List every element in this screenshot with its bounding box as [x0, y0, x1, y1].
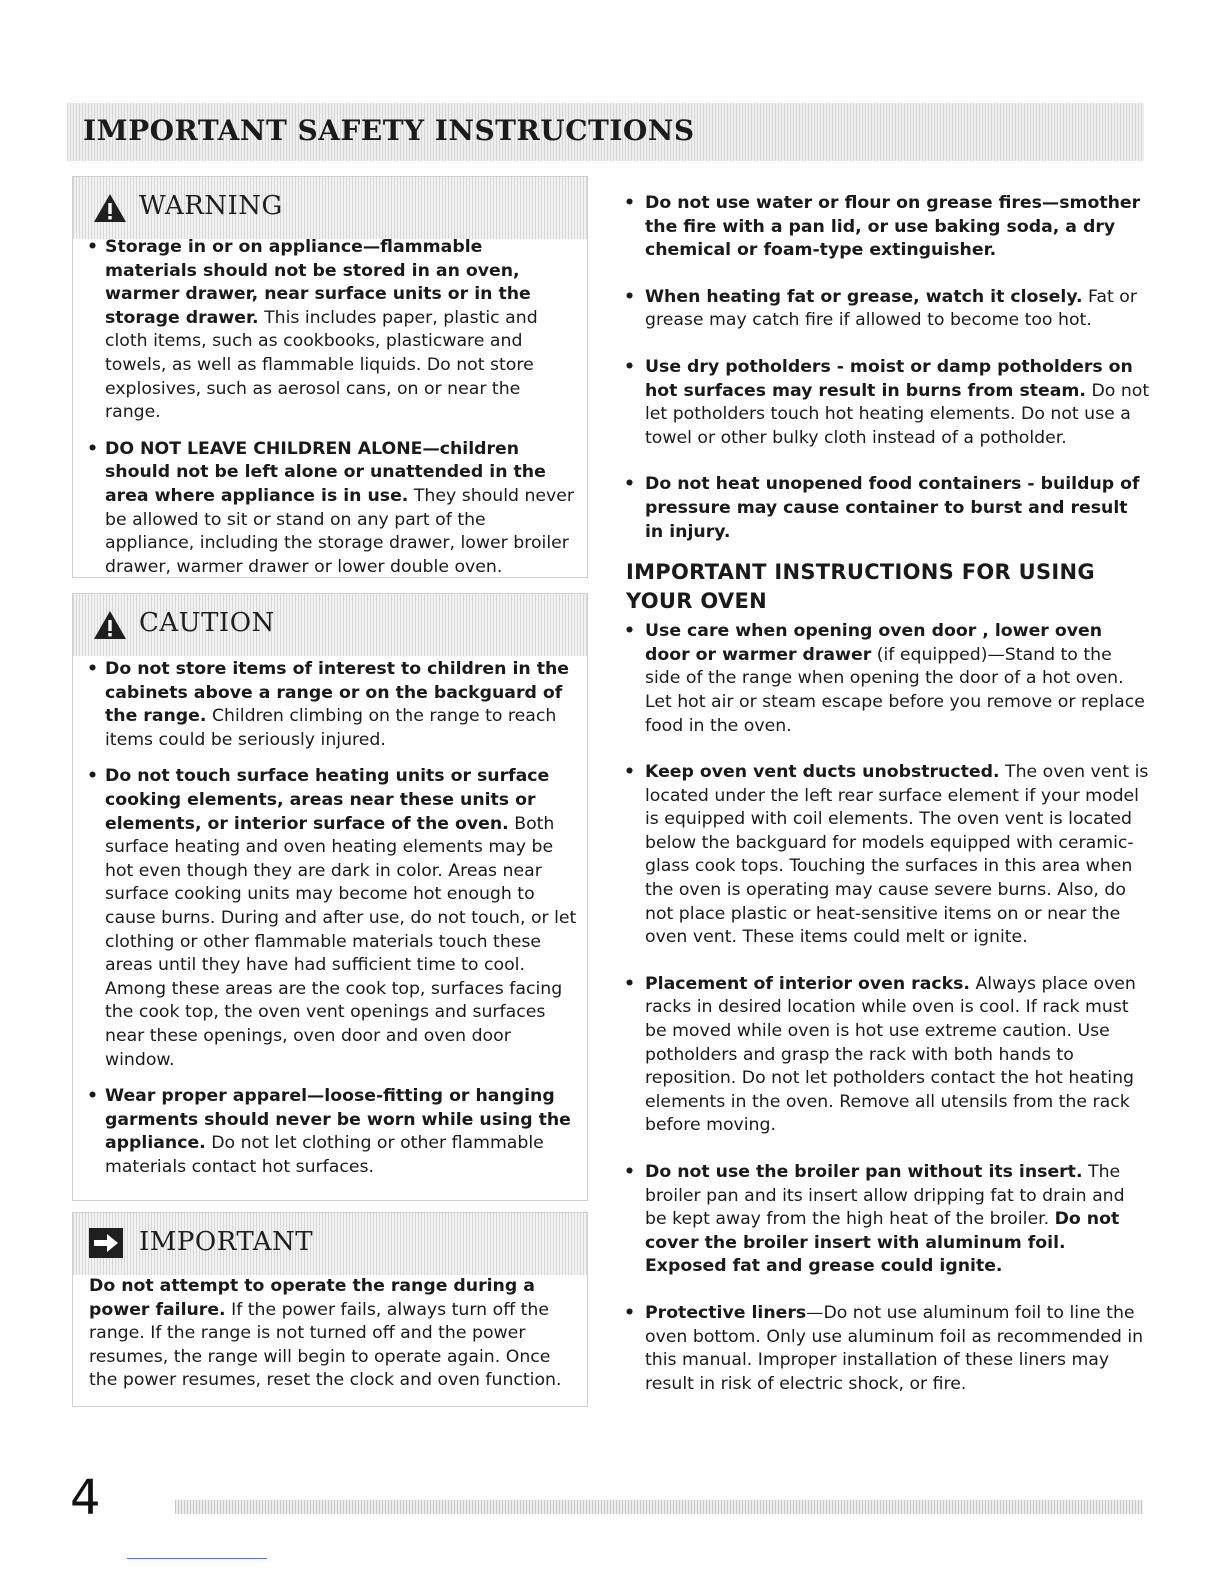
important-text: If the power fails, always turn off the range. If the range is not turned off and the power resumes, the range will begin to operate again. Once the power resumes, reset the clock and oven function. [89, 1299, 562, 1391]
list-item [610, 1161, 1150, 1279]
item-bold: Use care when opening oven door , lower oven door or warmer drawer [645, 621, 1102, 665]
item-bold: When heating fat or grease, watch it closely. [645, 286, 1083, 307]
list-item [610, 1302, 1150, 1396]
list-item [610, 356, 1150, 450]
list-item [610, 192, 1150, 263]
warning-icon [93, 193, 127, 223]
item-bold: Do not use water or flour on grease fires—smother the fire with a pan lid, or use baking soda, a dry chemical or foam-type extinguisher. [645, 193, 1141, 261]
important-body [73, 1275, 587, 1393]
page-title: IMPORTANT SAFETY INSTRUCTIONS [83, 114, 695, 147]
header-band [67, 103, 1144, 161]
list-item [73, 1085, 587, 1179]
bottom-rule [127, 1558, 267, 1559]
list-item [610, 286, 1150, 333]
page-number: 4 [70, 1470, 101, 1526]
item-bold: Protective liners [645, 1302, 807, 1323]
item-bold: Wear proper apparel—loose-fitting or hanging garments should never be worn while using the appliance. [105, 1086, 571, 1154]
arrow-right-icon [89, 1228, 123, 1258]
item-text: This includes paper, plastic and cloth items, such as cookbooks, plasticware and towels, as well as flammable liquids. Do not store explosives, such as aerosol cans, on or near the range. [105, 307, 538, 423]
warning-icon [93, 610, 127, 640]
item-bold: Storage in or on appliance—flammable materials should not be stored in an oven, warmer drawer, near surface units or in the storage drawer. [105, 237, 531, 328]
item-text: The broiler pan and its insert allow dripping fat to drain and be kept away from the high heat of the broiler. [645, 1162, 1125, 1230]
list-item [610, 973, 1150, 1138]
list-item [73, 765, 587, 1072]
item-text: They should never be allowed to sit or stand on any part of the appliance, including the storage drawer, lower broiler drawer, warmer drawer or lower double oven. [105, 485, 575, 577]
item-bold: Placement of interior oven racks. [645, 973, 970, 994]
item-bold-tail: Do not cover the broiler insert with aluminum foil. Exposed fat and grease could ignite. [645, 1209, 1120, 1277]
item-bold: DO NOT LEAVE CHILDREN ALONE—children should not be left alone or unattended in the area where appliance is in use. [105, 438, 546, 506]
footer-band [175, 1500, 1143, 1514]
warning-label: WARNING [139, 191, 283, 221]
list-item [610, 761, 1150, 950]
item-bold: Keep oven vent ducts unobstructed. [645, 762, 1000, 783]
important-label: IMPORTANT [139, 1227, 314, 1257]
item-text: Do not let potholders touch hot heating elements. Do not use a towel or other bulky cloth instead of a potholder. [645, 380, 1150, 448]
caution-box [72, 593, 588, 1201]
important-box [72, 1212, 588, 1407]
list-item [73, 658, 587, 752]
list-item [73, 438, 587, 580]
item-bold: Do not store items of interest to children in the cabinets above a range or on the backguard of the range. [105, 659, 570, 727]
important-band [73, 1213, 587, 1275]
item-text: Always place oven racks in desired location while oven is cool. If rack must be moved while oven is hot use extreme caution. Use potholders and grasp the rack with both hands to reposition. Do not let potholders contact the hot heating elements in the oven. Remove all utensils from the rack before moving. [645, 973, 1136, 1136]
item-text: (if equipped)—Stand to the side of the range when opening the door of a hot oven. Let hot air or steam escape before you remove or replace food in the oven. [645, 644, 1145, 736]
item-bold: Do not use the broiler pan without its insert. [645, 1162, 1083, 1182]
right-column [610, 192, 1150, 1419]
caution-label: CAUTION [139, 608, 275, 638]
item-text: —Do not use aluminum foil to line the oven bottom. Only use aluminum foil as recommended in this manual. Improper installation of these liners may result in risk of electric shock, or fire. [645, 1302, 1144, 1394]
item-bold: Do not heat unopened food containers - buildup of pressure may cause container to burst and result in injury. [645, 474, 1140, 542]
warning-box [72, 176, 588, 578]
caution-band [73, 594, 587, 656]
warning-band [73, 177, 587, 239]
item-text: Children climbing on the range to reach items could be seriously injured. [105, 706, 557, 750]
list-item [73, 236, 587, 425]
item-bold: Use dry potholders - moist or damp potholders on hot surfaces may result in burns from steam. [645, 356, 1133, 401]
item-bold: Do not touch surface heating units or surface cooking elements, areas near these units or elements, or interior surface of the oven. [105, 766, 550, 834]
item-text: Both surface heating and oven heating elements may be hot even though they are dark in color. Areas near surface cooking units may become hot enough to cause burns. During and after use, do not touch, or let clothing or other flammable materials touch these areas until they have had sufficient time to cool. Among these areas are the cook top, surfaces facing the cook top, the oven vent openings and surfaces near these openings, oven door and oven door window. [105, 813, 577, 1070]
item-text: Fat or grease may catch fire if allowed to become too hot. [645, 286, 1137, 331]
list-item [610, 473, 1150, 544]
item-text: The oven vent is located under the left rear surface element if your model is equipped with coil elements. The oven vent is located below the backguard for models equipped with ceramic-glass cook tops. Touching the surfaces in this area when the oven is operating may cause severe burns. Also, do not place plastic or heat-sensitive items on or near the oven vent. These items could melt or ignite. [645, 762, 1149, 948]
important-bold: Do not attempt to operate the range during a power failure. [89, 1276, 535, 1320]
item-text: Do not let clothing or other flammable materials contact hot surfaces. [105, 1133, 544, 1177]
list-item [610, 620, 1150, 738]
oven-section-heading: IMPORTANT INSTRUCTIONS FOR USING YOUR OVEN [626, 560, 1095, 614]
